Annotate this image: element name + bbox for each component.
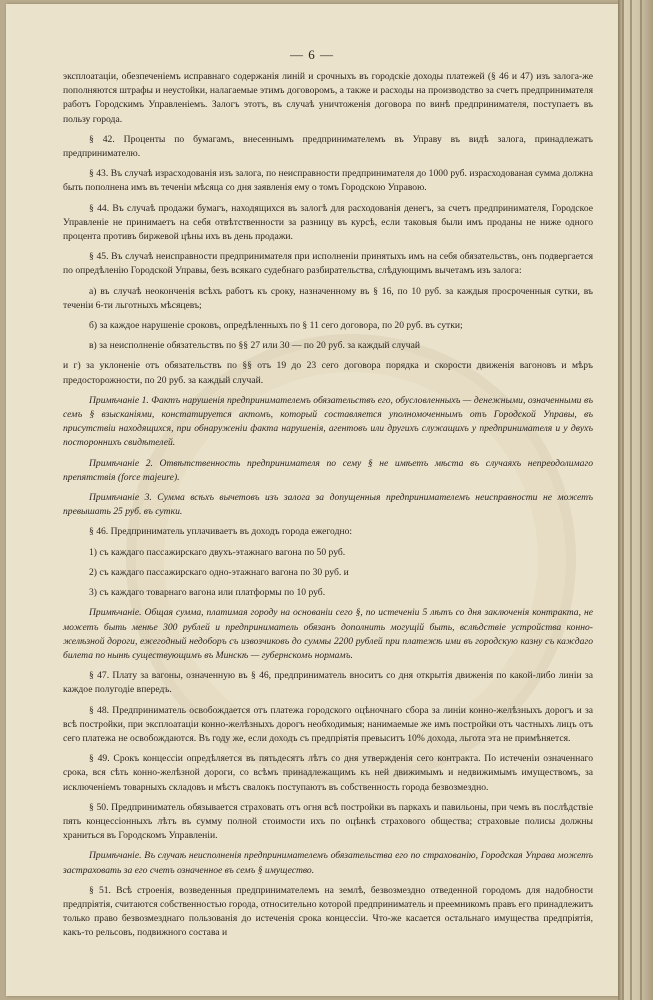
paragraph-49: § 49. Срокъ концессіи опредѣляется въ пятьдесятъ лѣтъ со дня утвержденія сего контракта. По истеченіи означеннаго срока, вся сѣть конно-желѣзной дороги, со всѣмъ принадлежащимъ къ ней движимымъ и недвижимымъ имуществомъ, за исключеніемъ товарныхъ складовъ и мѣстъ свалокъ поступаютъ въ собственность города безвозмездно.	[63, 753, 593, 793]
paragraph-45: § 45. Въ случаѣ неисправности предпринимателя при исполненіи принятыхъ имъ на себя обязательствъ, онъ подвергается по опредѣленію Городской Управы, безъ всякаго судебнаго разбирательства, слѣдующимъ вычетамъ изъ залога:	[63, 251, 593, 277]
paragraph-51: § 51. Всѣ строенія, возведенныя предпринимателемъ на землѣ, безвозмездно отведенной городомъ для надобности предпріятія, считаются собственностью города, относительно которой предприниматель и преемникомъ правъ его принадлежитъ только право безвозмезднаго пользованія до истеченія срока концессіи. Что-же касается остальнаго имущества предпріятія, какъ-то рельсовъ, подвижного состава и	[63, 884, 593, 939]
clause-a: а) въ случаѣ неоконченія всѣхъ работъ къ сроку, назначенному въ § 16, по 10 руб. за каждыя просроченныя сутки, въ теченіи 6-ти льготныхъ мѣсяцевъ;	[63, 285, 593, 311]
fee-item-1: 1) съ каждаго пассажирскаго двухъ-этажнаго вагона по 50 руб.	[89, 546, 346, 558]
fee-item-2: 2) съ каждаго пассажирскаго одно-этажнаго вагона по 30 руб. и	[89, 566, 349, 578]
clause-g: и г) за уклоненіе отъ обязательствъ по §§ отъ 19 до 23 сего договора порядка и скорости движенія вагоновъ и мѣръ предосторожности, по 20 руб. за каждый случай.	[63, 360, 593, 386]
paragraph-43: § 43. Въ случаѣ израсходованія изъ залога, по неисправности предпринимателя до 1000 руб. израсходованая сумма должна быть пополнена имъ въ теченіи мѣсяца со дня заявленія ему о томъ Городскою Управою.	[63, 168, 593, 194]
paragraph-44: § 44. Въ случаѣ продажи бумагъ, находящихся въ залогѣ для расходованія денегъ, за счетъ предпринимателя, Городское Управленіе не принимаетъ на себя отвѣтственности за разницу въ курсѣ, если таковыя были имъ проданы не ниже одного процента противъ биржевой цѣны ихъ въ день продажи.	[63, 202, 593, 243]
note-46: Примѣчаніе. Общая сумма, платимая городу на основаніи сего §, по истеченіи 5 лѣтъ со дня заключенія контракта, не можетъ быть менѣе 300 рублей и предприниматель обязанъ дополнить могущій быть, вслѣдствіе устройства конно-желѣзной дороги, ежегодный недоборъ съ извозчиковъ до суммы 2200 рублей при платежѣ ими въ городскую казну съ каждаго билета по нынѣ существующимъ въ Минскѣ — губернскомъ нормамъ.	[63, 607, 593, 661]
spine-edge-line	[622, 0, 624, 1000]
document-body	[63, 70, 593, 947]
paragraph-42: § 42. Проценты по бумагамъ, внесеннымъ предпринимателемъ въ Управу въ видѣ залога, принадлежатъ предпринимателю.	[63, 133, 593, 160]
note-50: Примѣчаніе. Въ случаѣ неисполненія предпринимателемъ обязательства его по страхованію, Городская Управа можетъ застраховать за его счетъ означенное въ семъ § имущество.	[63, 850, 593, 876]
note-3: Примѣчаніе 3. Сумма всѣхъ вычетовъ изъ залога за допущенныя предпринимателемъ неисправности не можетъ превышать 25 руб. въ сутки.	[63, 492, 593, 518]
page-number: — 6 —	[290, 47, 334, 62]
clause-v: в) за неисполненіе обязательствъ по §§ 27 или 30 — по 20 руб. за каждый случай	[89, 340, 421, 352]
fee-item-3: 3) съ каждаго товарнаго вагона или платформы по 10 руб.	[89, 587, 326, 599]
paragraph-48: § 48. Предприниматель освобождается отъ платежа городского оцѣночнаго сбора за линіи конно-желѣзныхъ дорогъ и за всѣ постройки, при эксплоатаціи конно-желѣзныхъ дорогъ необходимыя; нанимаемые же имъ постройки отъ частныхъ лицъ отъ сего платежа не освобождаются. Въ году же, если доходъ съ предпріятія превыситъ 10% дохода, льгота эта не примѣняется.	[63, 704, 593, 744]
spine-edge-line	[640, 0, 642, 1000]
note-1: Примѣчаніе 1. Фактъ нарушенія предпринимателемъ обязательствъ его, обусловленныхъ — денежными, означенными въ семъ § взысканіями, констатируется актомъ, который составляется уполномоченнымъ отъ Городской Управы, въ присутствіи находящихся, при обнаруженіи факта нарушенія, агентовъ или другихъ служащихъ у предпринимателя и у двухъ постороннихъ свидѣтелей.	[63, 394, 593, 449]
paragraph-46: § 46. Предприниматель уплачиваетъ въ доходъ города ежегодно:	[89, 526, 353, 538]
document-page	[6, 4, 618, 996]
clause-b: б) за каждое нарушеніе сроковъ, опредѣленныхъ по § 11 сего договора, по 20 руб. въ сутки;	[89, 320, 463, 332]
note-2: Примѣчаніе 2. Отвѣтственность предпринимателя по сему § не имѣетъ мѣста въ случаяхъ непреодолимаго препятствія (force majeure).	[63, 457, 593, 483]
spine-edge-line	[630, 0, 632, 1000]
paragraph-continuation: эксплоатаціи, обезпеченіемъ исправнаго содержанія линій и срочныхъ въ городскіе доходы платежей (§ 46 и 47) изъ залога-же пополняются штрафы и неустойки, налагаемые этимъ договоромъ, а также и расходы на производство за счетъ предпринимателя работъ Городскимъ Управленіемъ. Залогъ этотъ, въ случаѣ уничтоженія договора по винѣ предпринимателя, поступаетъ въ пользу города.	[63, 71, 593, 125]
paragraph-50: § 50. Предприниматель обязывается страховать отъ огня всѣ постройки въ паркахъ и павильоны, при чемъ въ послѣдствіе пять концессіонныхъ лѣтъ въ сумму полной стоимости ихъ по оцѣнкѣ страхового общества; страховые полисы должны храниться въ Городскомъ Управленіи.	[63, 801, 593, 842]
book-spine	[618, 0, 653, 1000]
paragraph-47: § 47. Плату за вагоны, означенную въ § 46, предприниматель вноситъ со дня открытія движенія по какой-либо линіи за каждое полугодіе впередъ.	[63, 670, 593, 696]
